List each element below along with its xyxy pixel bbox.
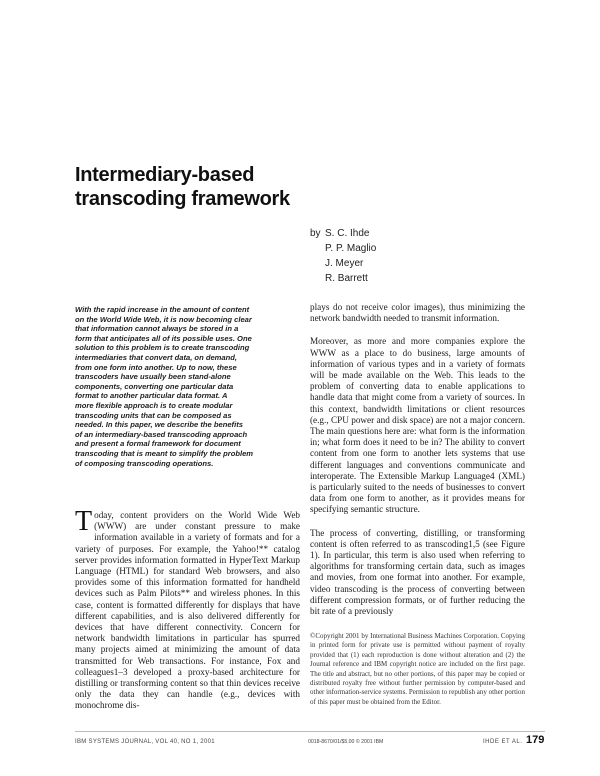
paper-title	[75, 163, 395, 211]
abstract-line: transcoding units that can be composed as	[75, 410, 232, 420]
abstract-line: from one form into another. Up to now, these	[75, 362, 237, 372]
body-paragraph: The process of converting, distilling, or transforming content is often referred to as transcoding1,5 (see Figure 1). In particular, this term is also used when referring to algorithms for transforming certain data, such as images and movies, from one format into another. For example, video transcoding is the process of converting between different compression formats, or of further reducing the bit rate of a previously	[310, 527, 525, 617]
abstract-line: solution to this problem is to create transcoding	[75, 343, 250, 353]
abstract-line: With the rapid increase in the amount of content	[75, 305, 250, 314]
abstract-line: on the World Wide Web, it is now becoming clear	[75, 314, 252, 324]
page-number: 179	[526, 734, 545, 746]
abstract-line: needed. In this paper, we describe the benefits	[75, 420, 243, 430]
body-column-right	[310, 302, 525, 629]
abstract-line: intermediaries that convert data, on demand,	[75, 352, 238, 362]
title-line-2: transcoding framework	[75, 188, 290, 210]
abstract	[75, 305, 300, 468]
body-column-left	[75, 506, 300, 712]
journal-citation: IBM SYSTEMS JOURNAL, VOL 40, NO 1, 2001	[75, 739, 215, 745]
title-line-1: Intermediary-based	[75, 164, 255, 186]
copyright-code: 0018-8670/01/$5.00 © 2001 IBM	[308, 739, 384, 745]
body-paragraph: plays do not receive color images), thus minimizing the network bandwidth needed to transmit information.	[310, 302, 525, 324]
abstract-line: of composing transcoding operations.	[75, 458, 214, 468]
copyright-footnote: ©Copyright 2001 by International Business Machines Corporation. Copying in printed form for private use is permitted without payment of royalty provided that (1) each reproduction is done without alteration and (2) the Journal reference and IBM copyright notice are included on the first page. The title and abstract, but no other portions, of this paper may be copied or distributed royalty free without further permission by computer-based and other information-service systems. Permission to republish any other portion of this paper must be obtained from the Editor.	[310, 632, 525, 706]
author-3: J. Meyer	[325, 258, 364, 269]
abstract-line: transcoding that is meant to simplify the problem	[75, 448, 254, 458]
author-2: P. P. Maglio	[325, 243, 377, 254]
author-4: R. Barrett	[325, 273, 368, 284]
body-paragraph: oday, content providers on the World Wide Web (WWW) are under constant pressure to make information available in a variety of formats and for a variety of purposes. For example, the Yahoo!** catalog server provides information formatted in HyperText Markup Language (HTML) for standard Web browsers, and also provides some of this information formatted for handheld devices such as Palm Pilots** and wireless phones. In this case, content is formatted differently for displays that have different capabilities, and is also delivered differently for devices that have different connectivity. Concern for network bandwidth limitations in particular has spurred many projects aimed at minimizing the amount of data transmitted for Web transactions. For instance, Fox and colleagues1–3 developed a proxy-based architecture for distilling or transforming content so that thin devices receive only the data they can handle (e.g., devices with monochrome dis-	[75, 510, 300, 711]
body-paragraph: Moreover, as more and more companies explore the WWW as a place to do business, large amounts of information of various types and in a variety of formats will be made available on the Web. This leads to the problem of converting data to enable applications to handle data that might come from a variety of sources. In this context, bandwidth limitations or client resources (e.g., CPU power and disk space) are not a major concern. The main questions here are: what form is the information in; what form does it need to be in? The ability to convert content from one form to another lets systems that use different languages and conventions communicate and interoperate. The Extensible Markup Language4 (XML) is particularly suited to the needs of businesses to convert data from one form to another, as it provides means for specifying semantic structure.	[310, 336, 525, 515]
byline-prefix: by	[310, 228, 321, 239]
author-byline	[310, 226, 376, 286]
page-footer	[75, 734, 545, 749]
abstract-line: components, converting one particular data	[75, 381, 234, 391]
abstract-line: more flexible approach is to create modular	[75, 400, 233, 410]
abstract-line: that information cannot always be stored in a	[75, 324, 239, 334]
abstract-line: transcoders have usually been stand-alone	[75, 372, 231, 382]
drop-cap: T	[75, 506, 93, 537]
abstract-line: format to another particular data format. A	[75, 391, 228, 401]
author-1: S. C. Ihde	[325, 228, 370, 239]
running-authors: IHDE ET AL.	[483, 739, 523, 745]
footer-divider	[75, 731, 545, 732]
abstract-line: form that anticipates all of its possible uses. One	[75, 333, 252, 343]
abstract-line: of an intermediary-based transcoding approach	[75, 429, 248, 439]
abstract-line: and present a formal framework for document	[75, 439, 241, 449]
